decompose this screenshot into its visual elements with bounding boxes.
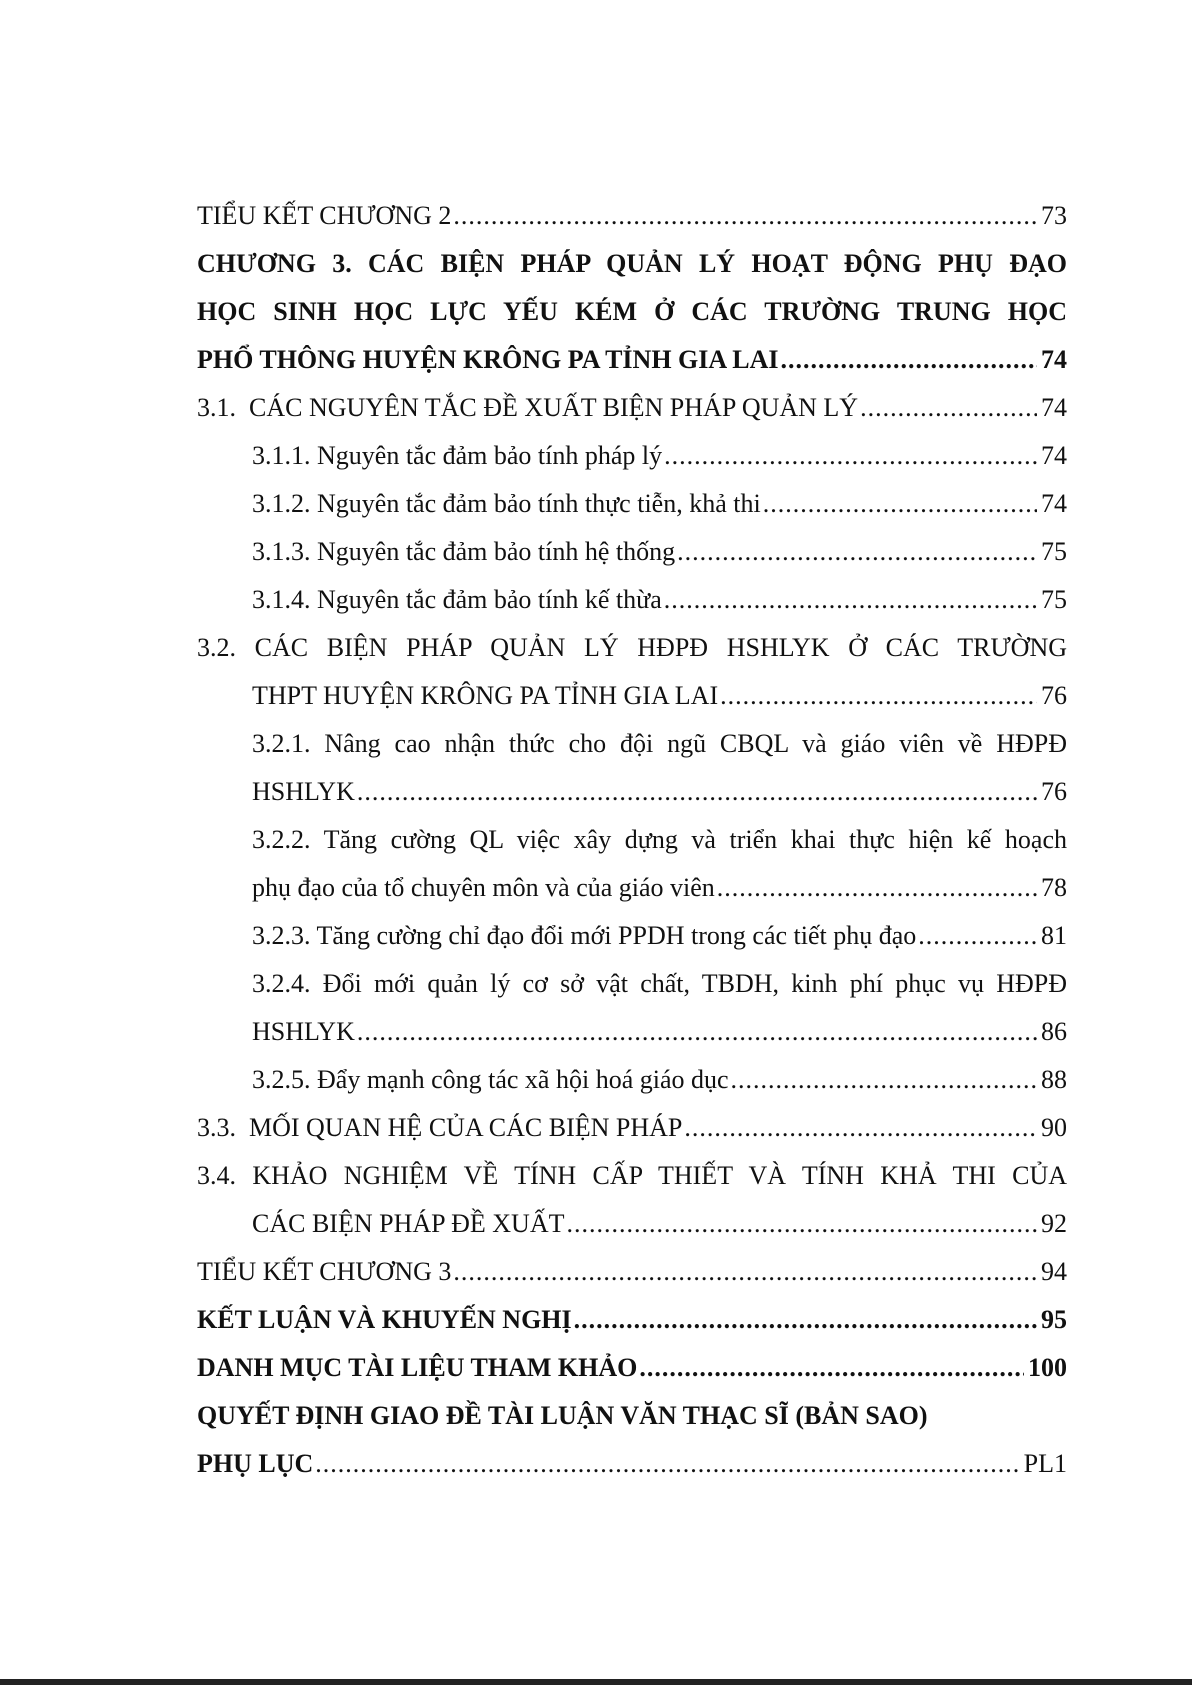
toc-page-number: 81 (1041, 921, 1067, 950)
toc-entry-title: 3.1.3. Nguyên tắc đảm bảo tính hệ thống (252, 537, 676, 566)
toc-page-number: 90 (1041, 1113, 1067, 1142)
toc-page-number: 94 (1041, 1257, 1067, 1286)
leader-dots (717, 864, 1037, 912)
toc-page-number: 74 (1041, 345, 1067, 374)
leader-dots (664, 576, 1037, 624)
toc-entry-title-line-1: 3.2. CÁC BIỆN PHÁP QUẢN LÝ HĐPĐ HSHLYK Ở CÁC TRƯỜNG (197, 633, 1067, 662)
toc-page-number: 92 (1041, 1209, 1067, 1238)
leader-dots (763, 480, 1037, 528)
toc-entry-title: 3.2.5. Đẩy mạnh công tác xã hội hoá giáo dục (252, 1065, 729, 1094)
toc-page-number: 75 (1041, 585, 1067, 614)
leader-dots (780, 336, 1037, 384)
toc-entry-title: PHỔ THÔNG HUYỆN KRÔNG PA TỈNH GIA LAI (197, 345, 779, 374)
toc-page-number: 78 (1041, 873, 1067, 902)
toc-entry-title: KẾT LUẬN VÀ KHUYẾN NGHỊ (197, 1305, 572, 1334)
toc-entry-title: 3.1. CÁC NGUYÊN TẮC ĐỀ XUẤT BIỆN PHÁP QUẢN LÝ (197, 393, 859, 422)
toc-entry-title: THPT HUYỆN KRÔNG PA TỈNH GIA LAI (252, 681, 719, 710)
table-of-contents (197, 192, 1067, 1488)
toc-entry-3-1-3[interactable] (197, 528, 1067, 576)
toc-entry-title: 3.2.3. Tăng cường chỉ đạo đổi mới PPDH trong các tiết phụ đạo (252, 921, 917, 950)
toc-entry-title-line-1: 3.2.4. Đổi mới quản lý cơ sở vật chất, TBDH, kinh phí phục vụ HĐPĐ (252, 969, 1067, 998)
toc-entry-title: HSHLYK (252, 777, 355, 806)
toc-entry-3-1-2[interactable] (197, 480, 1067, 528)
toc-entry-title: HSHLYK (252, 1017, 355, 1046)
toc-page-number: 74 (1041, 489, 1067, 518)
toc-page-number: 74 (1041, 393, 1067, 422)
toc-entry-3-1-4[interactable] (197, 576, 1067, 624)
leader-dots (731, 1056, 1037, 1104)
leader-dots (453, 192, 1037, 240)
toc-page-number: 86 (1041, 1017, 1067, 1046)
toc-entry-chuong-3[interactable] (197, 240, 1067, 384)
toc-entry-title-line-2: HỌC SINH HỌC LỰC YẾU KÉM Ở CÁC TRƯỜNG TRUNG HỌC (197, 297, 1067, 326)
toc-entry-title: 3.3. MỐI QUAN HỆ CỦA CÁC BIỆN PHÁP (197, 1113, 683, 1142)
toc-entry-title: DANH MỤC TÀI LIỆU THAM KHẢO (197, 1353, 638, 1382)
toc-page-number: 88 (1041, 1065, 1067, 1094)
toc-entry-quyet-dinh[interactable] (197, 1392, 1067, 1440)
toc-page-number: 100 (1028, 1353, 1067, 1382)
toc-entry-tieu-ket-chuong-2[interactable] (197, 192, 1067, 240)
toc-entry-title: QUYẾT ĐỊNH GIAO ĐỀ TÀI LUẬN VĂN THẠC SĨ (BẢN SAO) (197, 1401, 928, 1430)
leader-dots (574, 1296, 1037, 1344)
toc-entry-3-2[interactable] (197, 624, 1067, 720)
toc-entry-3-2-3[interactable] (197, 912, 1067, 960)
toc-page-number: 73 (1041, 201, 1067, 230)
toc-entry-title: 3.1.4. Nguyên tắc đảm bảo tính kế thừa (252, 585, 662, 614)
toc-entry-3-3[interactable] (197, 1104, 1067, 1152)
toc-entry-title-line-1: 3.2.2. Tăng cường QL việc xây dựng và triển khai thực hiện kế hoạch (252, 825, 1067, 854)
toc-entry-ket-luan[interactable] (197, 1296, 1067, 1344)
toc-entry-tai-lieu-tham-khao[interactable] (197, 1344, 1067, 1392)
leader-dots (567, 1200, 1038, 1248)
toc-entry-title: 3.1.2. Nguyên tắc đảm bảo tính thực tiễn, khả thi (252, 489, 761, 518)
leader-dots (684, 1104, 1037, 1152)
toc-entry-tieu-ket-chuong-3[interactable] (197, 1248, 1067, 1296)
leader-dots (639, 1344, 1024, 1392)
toc-entry-title: TIỂU KẾT CHƯƠNG 2 (197, 201, 452, 230)
toc-entry-3-2-4[interactable] (197, 960, 1067, 1056)
toc-entry-3-1-1[interactable] (197, 432, 1067, 480)
leader-dots (357, 1008, 1037, 1056)
leader-dots (677, 528, 1037, 576)
toc-page-number: 74 (1041, 441, 1067, 470)
leader-dots (453, 1248, 1037, 1296)
toc-entry-title: PHỤ LỤC (197, 1449, 314, 1478)
toc-page-number: 95 (1041, 1305, 1067, 1334)
toc-entry-3-2-5[interactable] (197, 1056, 1067, 1104)
toc-page-number: PL1 (1023, 1449, 1067, 1478)
leader-dots (720, 672, 1037, 720)
leader-dots (860, 384, 1037, 432)
toc-entry-title: 3.1.1. Nguyên tắc đảm bảo tính pháp lý (252, 441, 663, 470)
toc-entry-title: TIỂU KẾT CHƯƠNG 3 (197, 1257, 452, 1286)
toc-entry-3-2-2[interactable] (197, 816, 1067, 912)
toc-entry-3-2-1[interactable] (197, 720, 1067, 816)
toc-page-number: 75 (1041, 537, 1067, 566)
toc-page-number: 76 (1041, 681, 1067, 710)
toc-entry-title: phụ đạo của tổ chuyên môn và của giáo viên (252, 873, 715, 902)
toc-entry-title-line-1: 3.2.1. Nâng cao nhận thức cho đội ngũ CBQL và giáo viên về HĐPĐ (252, 729, 1067, 758)
toc-entry-phu-luc[interactable] (197, 1440, 1067, 1488)
toc-entry-title-line-1: CHƯƠNG 3. CÁC BIỆN PHÁP QUẢN LÝ HOẠT ĐỘNG PHỤ ĐẠO (197, 249, 1067, 278)
toc-entry-title: CÁC BIỆN PHÁP ĐỀ XUẤT (252, 1209, 565, 1238)
leader-dots (918, 912, 1037, 960)
bottom-edge-bar (0, 1679, 1192, 1685)
toc-entry-3-4[interactable] (197, 1152, 1067, 1248)
toc-entry-3-1[interactable] (197, 384, 1067, 432)
toc-entry-title-line-1: 3.4. KHẢO NGHIỆM VỀ TÍNH CẤP THIẾT VÀ TÍNH KHẢ THI CỦA (197, 1161, 1067, 1190)
leader-dots (315, 1440, 1019, 1488)
leader-dots (357, 768, 1037, 816)
leader-dots (664, 432, 1037, 480)
toc-page-number: 76 (1041, 777, 1067, 806)
